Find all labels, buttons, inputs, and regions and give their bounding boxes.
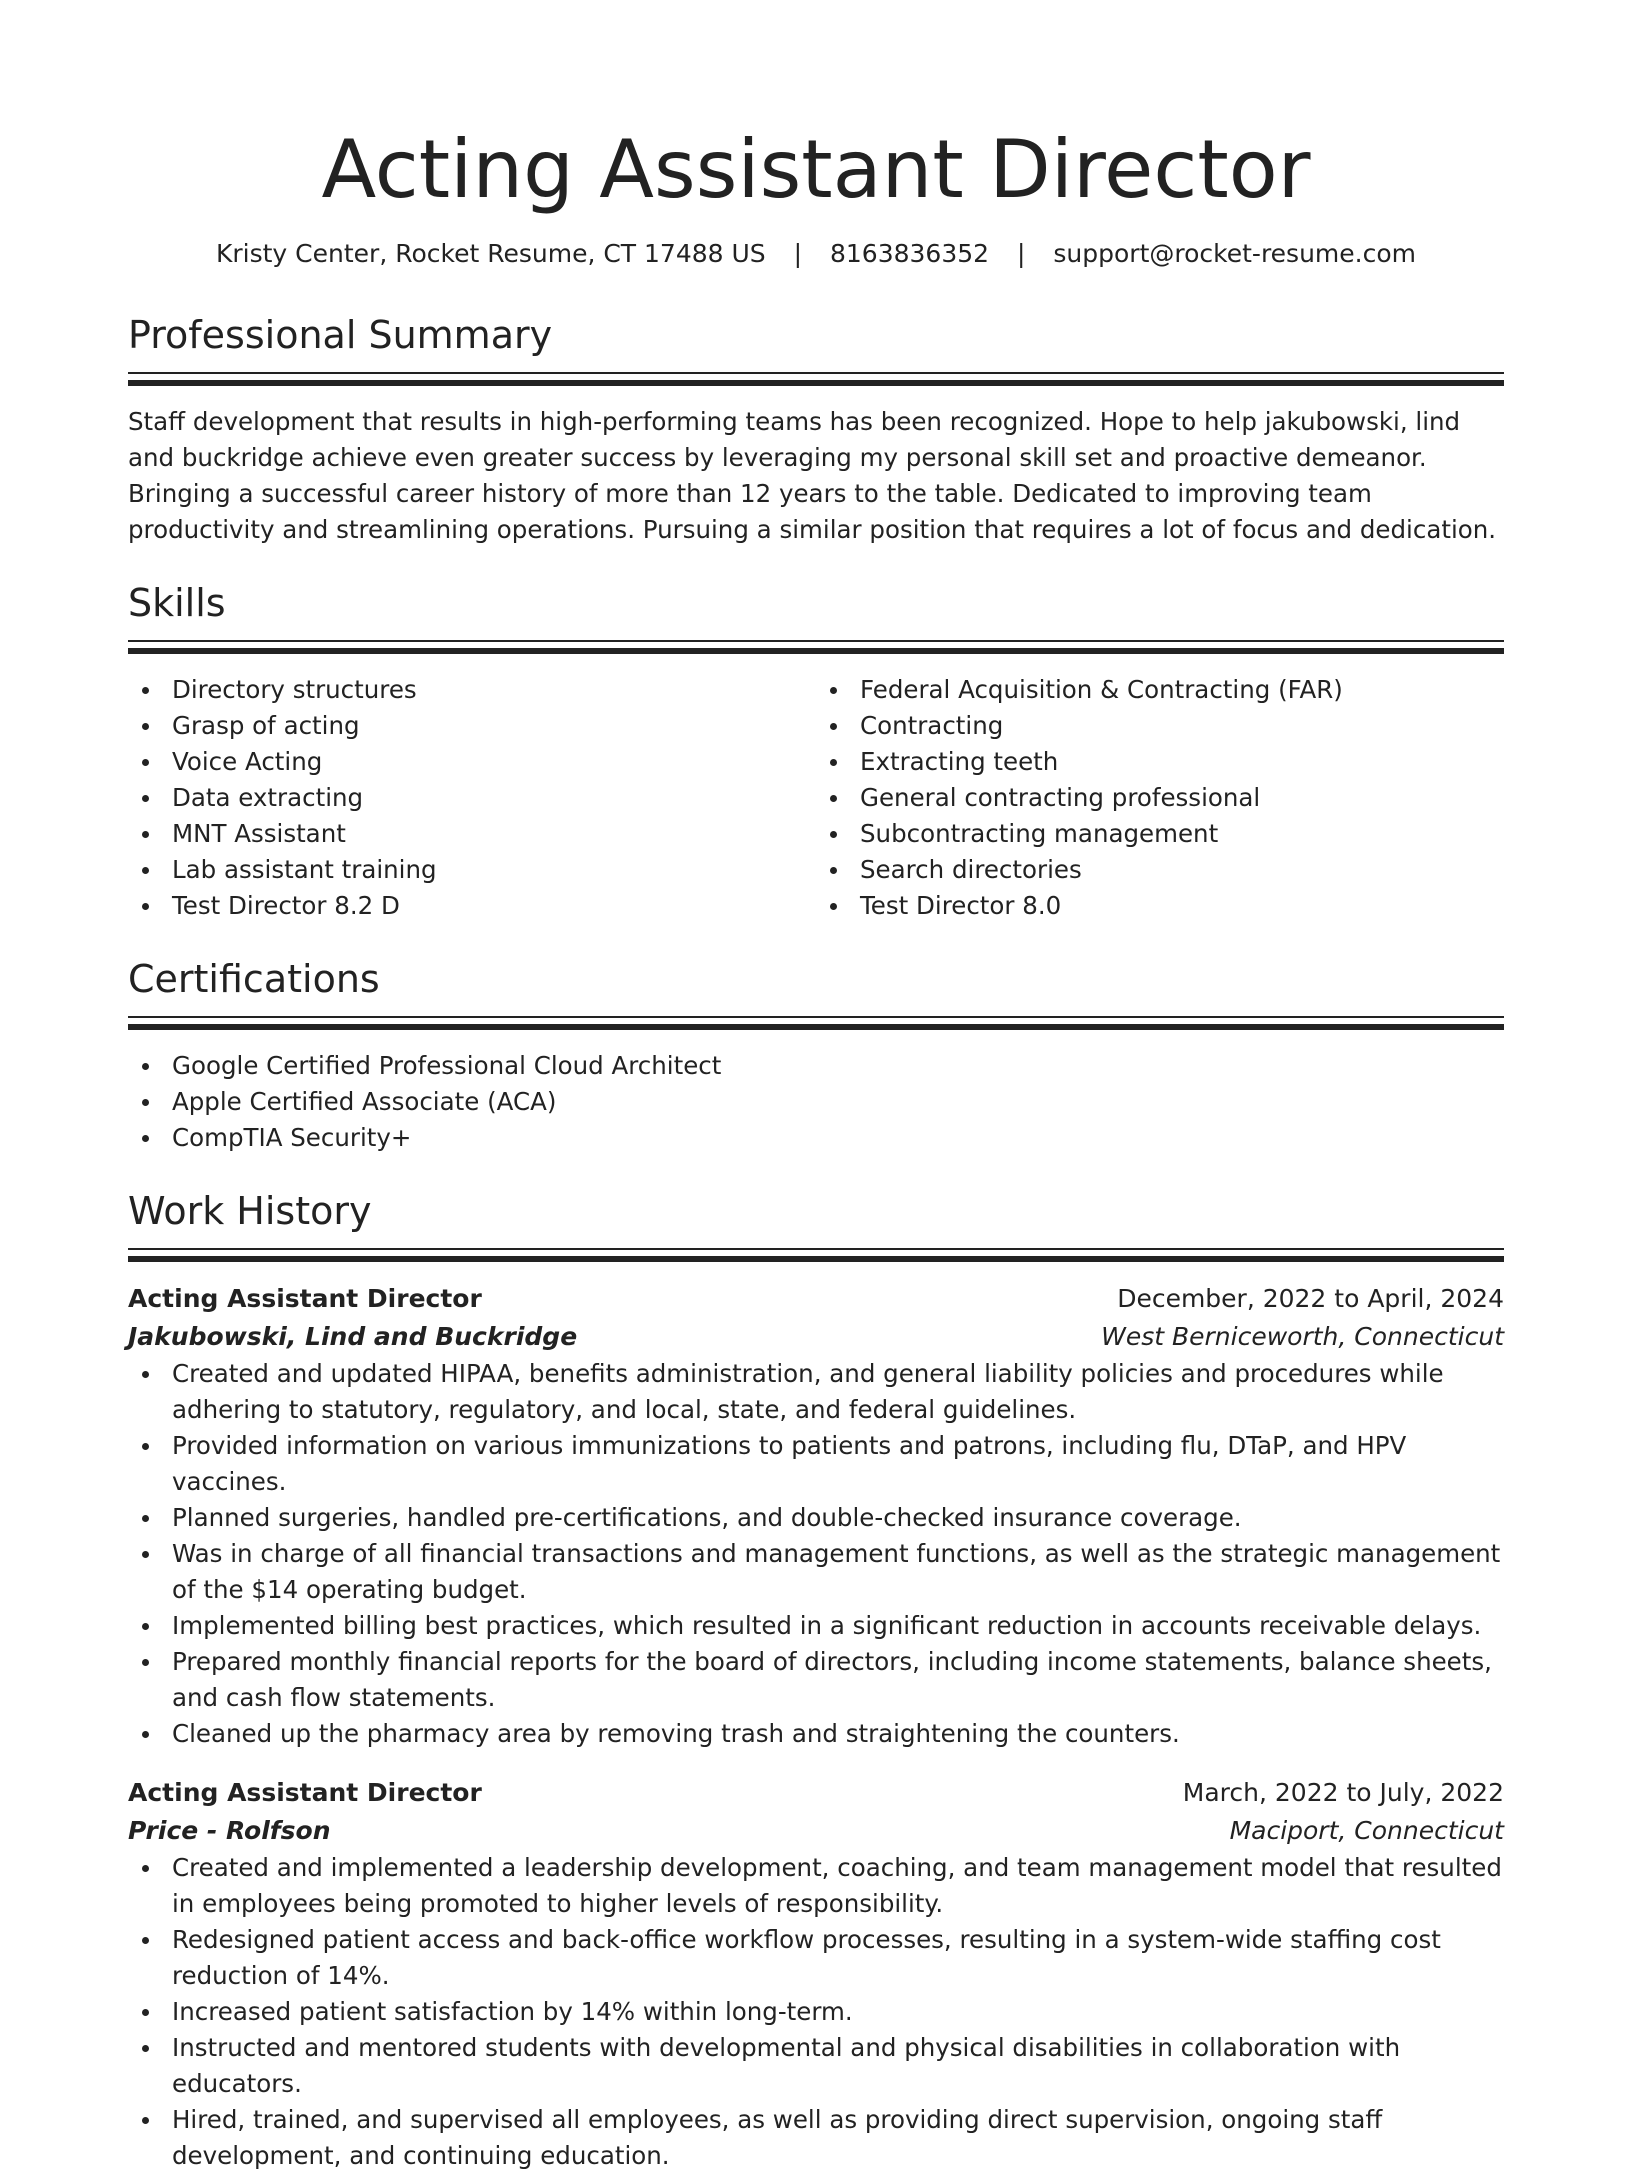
skill-item: Test Director 8.0	[860, 888, 1504, 924]
certification-item: Google Certified Professional Cloud Architect	[172, 1048, 1504, 1084]
skills-list-right	[816, 672, 1504, 924]
skill-item: Data extracting	[172, 780, 816, 816]
certification-item: Apple Certified Associate (ACA)	[172, 1084, 1504, 1120]
job-bullet: Hired, trained, and supervised all employees, as well as providing direct supervision, ongoing staff development, and continuing education.	[172, 2102, 1504, 2174]
certifications-list	[128, 1048, 1504, 1156]
skill-item: Search directories	[860, 852, 1504, 888]
summary-title: Professional Summary	[128, 313, 553, 357]
certification-item: CompTIA Security+	[172, 1120, 1504, 1156]
section-divider	[128, 640, 1504, 654]
job-bullet: Provided information on various immunizations to patients and patrons, including flu, DTaP, and HPV vaccines.	[172, 1428, 1504, 1500]
section-divider	[128, 372, 1504, 386]
contact-phone: 8163836352	[830, 239, 990, 268]
skill-item: Directory structures	[172, 672, 816, 708]
job-entry	[128, 1280, 1504, 1752]
skills-section	[128, 578, 1504, 924]
skill-item: General contracting professional	[860, 780, 1504, 816]
skills-list-left	[128, 672, 816, 924]
section-divider	[128, 1016, 1504, 1030]
summary-text: Staff development that results in high-performing teams has been recognized. Hope to help jakubowski, lind and buckridge achieve even greater success by leveraging my personal skill set and proactive demeanor. Bringing a successful career history of more than 12 years to the table. Dedicated to improving team productivity and streamlining operations. Pursuing a similar position that requires a lot of focus and dedication.	[128, 407, 1497, 544]
contact-line	[128, 236, 1504, 272]
job-bullet: Cleaned up the pharmacy area by removing trash and straightening the counters.	[172, 1716, 1504, 1752]
job-location: West Berniceworth, Connecticut	[1101, 1322, 1504, 1351]
contact-separator: |	[793, 239, 803, 268]
job-title: Acting Assistant Director	[128, 1778, 482, 1807]
skill-item: Lab assistant training	[172, 852, 816, 888]
job-bullet: Created and updated HIPAA, benefits administration, and general liability policies and procedures while adhering to statutory, regulatory, and local, state, and federal guidelines.	[172, 1356, 1504, 1428]
skills-grid	[128, 672, 1504, 924]
skill-item: Contracting	[860, 708, 1504, 744]
certifications-title: Certifications	[128, 957, 380, 1001]
job-company: Jakubowski, Lind and Buckridge	[128, 1322, 578, 1351]
job-entry	[128, 1774, 1504, 2174]
job-bullet: Prepared monthly financial reports for the board of directors, including income statements, balance sheets, and cash flow statements.	[172, 1644, 1504, 1716]
skill-item: Voice Acting	[172, 744, 816, 780]
job-company: Price - Rolfson	[128, 1816, 331, 1845]
job-bullet: Instructed and mentored students with developmental and physical disabilities in collaboration with educators.	[172, 2030, 1504, 2102]
skill-item: Test Director 8.2 D	[172, 888, 816, 924]
job-bullet: Redesigned patient access and back-office workflow processes, resulting in a system-wide staffing cost reduction of 14%.	[172, 1922, 1504, 1994]
skill-item: Federal Acquisition & Contracting (FAR)	[860, 672, 1504, 708]
skill-item: Grasp of acting	[172, 708, 816, 744]
skill-item: Extracting teeth	[860, 744, 1504, 780]
contact-separator: |	[1017, 239, 1026, 268]
job-dates: December, 2022 to April, 2024	[1117, 1284, 1504, 1313]
job-bullets	[128, 1850, 1504, 2174]
skill-item: Subcontracting management	[860, 816, 1504, 852]
job-bullet: Planned surgeries, handled pre-certifications, and double-checked insurance coverage.	[172, 1500, 1504, 1536]
certifications-section	[128, 954, 1504, 1156]
contact-email: support@rocket-resume.com	[1053, 239, 1417, 268]
job-bullets	[128, 1356, 1504, 1752]
job-bullet: Implemented billing best practices, which resulted in a significant reduction in accounts receivable delays.	[172, 1608, 1504, 1644]
skills-title: Skills	[128, 581, 226, 625]
job-bullet: Was in charge of all financial transactions and management functions, as well as the strategic management of the $14 operating budget.	[172, 1536, 1504, 1608]
contact-address: Kristy Center, Rocket Resume, CT 17488 US	[215, 239, 766, 268]
job-location: Maciport, Connecticut	[1229, 1816, 1504, 1845]
job-dates: March, 2022 to July, 2022	[1182, 1778, 1504, 1807]
summary-section	[128, 310, 1504, 548]
candidate-name: Acting Assistant Director	[321, 123, 1311, 216]
job-bullet: Created and implemented a leadership development, coaching, and team management model that resulted in employees being promoted to higher levels of responsibility.	[172, 1850, 1504, 1922]
job-title: Acting Assistant Director	[128, 1284, 482, 1313]
job-bullet: Increased patient satisfaction by 14% within long-term.	[172, 1994, 1504, 2030]
section-divider	[128, 1248, 1504, 1262]
skill-item: MNT Assistant	[172, 816, 816, 852]
work-history-section	[128, 1186, 1504, 2174]
work-history-title: Work History	[128, 1189, 372, 1233]
